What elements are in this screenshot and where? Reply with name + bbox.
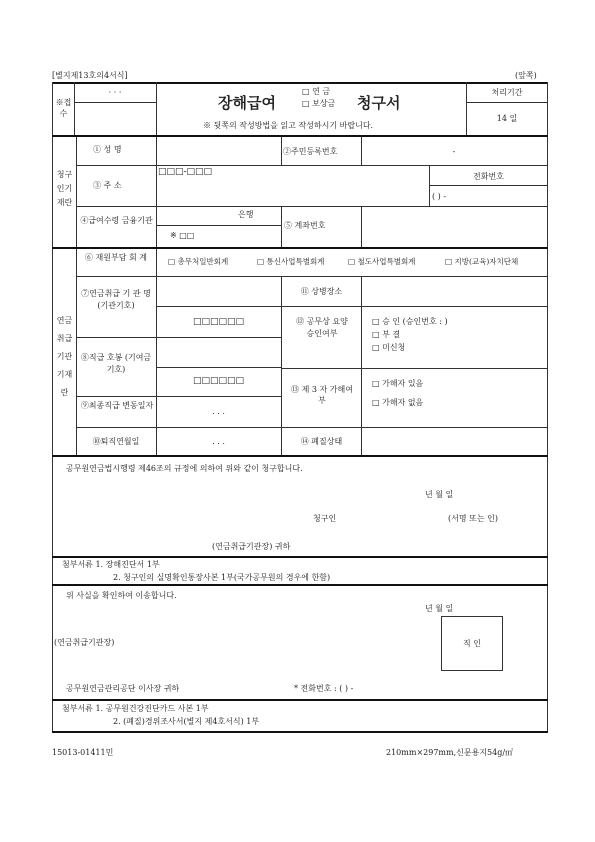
budget-option-railway[interactable]: □ 철도사업특별회계 <box>348 257 416 266</box>
injury-place-field[interactable] <box>363 278 545 304</box>
dept-code-split <box>156 367 281 368</box>
phone-field[interactable]: ( ) - <box>432 192 447 201</box>
confirmation-date[interactable]: 년 월 일 <box>425 604 454 613</box>
form-code: 15013-01411민 <box>52 748 114 757</box>
bank-split <box>156 225 281 226</box>
attachment-1-label: 첨부서류 1. 장해진단서 1부 <box>62 560 160 569</box>
processing-period-value: 14 일 <box>496 114 518 123</box>
declaration-statement: 공무원연금법시행령 제46조의 규정에 의하여 위와 같이 청구합니다. <box>66 464 303 473</box>
official-seal-box[interactable] <box>441 616 503 671</box>
declaration-left-border <box>52 457 53 557</box>
agency-mid-divider <box>281 276 282 455</box>
bottom-border <box>52 731 548 733</box>
disability-label: ⑭ 폐질상태 <box>300 437 343 446</box>
dept-code-field[interactable]: □□□□□□ <box>192 376 245 386</box>
address-divider <box>156 165 157 206</box>
bank-divider <box>156 206 157 248</box>
confirm-left-border <box>52 586 53 700</box>
row-split-1 <box>76 165 548 166</box>
attachment-2-label: 첨부서류 1. 공무원건강진단카드 사본 1부 <box>62 704 209 713</box>
agency-label-divider <box>156 249 157 455</box>
confirmation-recipient: 공무원연금관리공단 이사장 귀하 <box>66 684 180 693</box>
agency-section-divider <box>76 249 77 455</box>
retire-date-field[interactable]: . . . <box>212 437 225 446</box>
declaration-right-border <box>547 457 548 557</box>
pension-checkbox[interactable]: □ 연 금 <box>302 87 331 96</box>
approval-approved-checkbox[interactable]: □ 승 인 (승인번호 : ) <box>372 317 448 326</box>
account-divider <box>281 206 282 248</box>
dept-label: ⑧직급 호봉 (기여금기호) <box>80 353 152 374</box>
attachment-1-item2: 2. 청구인의 실명확인통장사본 1부(국가공무원의 경우에 한함) <box>113 573 331 582</box>
change-date-field[interactable]: . . . <box>212 407 225 416</box>
attach2-right-border <box>547 701 548 731</box>
claimant-sign-label: 청구인 <box>313 514 337 523</box>
account-field[interactable] <box>363 209 545 245</box>
agency-row-approval <box>281 368 548 369</box>
form-number: [별지제13호의4서식] <box>52 71 128 80</box>
claimant-section-label: 청구인기재란 <box>56 170 73 207</box>
agency-code-split <box>156 306 281 307</box>
attach1-left-border <box>52 558 53 585</box>
budget-option-general[interactable]: □ 총무처일반회계 <box>168 257 229 266</box>
rrn-divider <box>281 137 282 165</box>
bank-name-suffix[interactable]: 은행 <box>238 210 254 219</box>
declaration-date[interactable]: 년 월 일 <box>425 490 454 499</box>
agency-head-label: (연금취급기관장) <box>54 638 115 647</box>
phone-label: 전화번호 <box>473 172 504 181</box>
change-date-label: ⑨최종직급 변동일자 <box>80 401 154 410</box>
budget-option-telecom[interactable]: □ 통신사업특별회계 <box>257 257 325 266</box>
approval-rejected-checkbox[interactable]: □ 부 결 <box>372 330 401 339</box>
claimant-bottom <box>52 247 548 249</box>
third-party-label: ⑬ 제 3 자 가해여부 <box>291 385 353 405</box>
confirm-bottom <box>52 699 548 701</box>
period-split <box>466 102 548 103</box>
top-border <box>52 82 548 84</box>
approval-not-applied-checkbox[interactable]: □ 미신청 <box>372 343 406 352</box>
phone-split <box>429 185 548 186</box>
lumpsum-checkbox[interactable]: □ 보상금 <box>302 99 336 108</box>
attach2-left-border <box>52 701 53 731</box>
receipt-right-divider <box>156 82 157 136</box>
header-bottom <box>52 135 548 137</box>
third-party-no-checkbox[interactable]: □ 가해자 없음 <box>372 398 424 407</box>
confirm-right-border <box>547 586 548 700</box>
address-label: ③ 주 소 <box>93 181 122 190</box>
paper-spec: 210mm×297mm,신문용지54g/㎡ <box>386 748 514 757</box>
agency-right-divider <box>361 276 362 455</box>
confirmation-statement: 위 사실을 확인하여 이송합니다. <box>66 591 177 600</box>
injury-place-label: ⑪ 상병장소 <box>300 287 343 296</box>
instruction-note: ※ 뒷쪽의 작성방법을 읽고 작성하시기 바랍니다. <box>203 121 374 130</box>
name-field[interactable] <box>158 140 278 162</box>
agency-bottom <box>52 455 548 457</box>
signature-field[interactable]: (서명 또는 인) <box>448 514 498 523</box>
agency-row-1 <box>76 276 548 277</box>
receipt-label: ※접수 <box>55 98 72 118</box>
declaration-bottom <box>52 556 548 558</box>
title-main: 장해급여 <box>218 94 276 112</box>
receipt-split <box>74 102 156 103</box>
claimant-right-border <box>547 137 548 248</box>
receipt-date: · · · <box>108 88 122 97</box>
account-label: ⑤ 계좌번호 <box>284 221 326 230</box>
agency-name-label: ⑦연금취급 기 관 명 (기관기호) <box>81 289 151 310</box>
declaration-recipient: (연금취급기관장) 귀하 <box>212 542 291 551</box>
attachment-2-item2: 2. (폐질)경위조사서(별지 제4호서식) 1부 <box>113 717 260 726</box>
attach1-bottom <box>52 584 548 586</box>
disability-field[interactable] <box>363 429 545 453</box>
row-split-2 <box>76 206 548 207</box>
agency-row-4 <box>76 427 548 428</box>
bank-code-field[interactable]: ※ □□ <box>170 231 195 240</box>
seal-label: 직 인 <box>463 639 481 648</box>
agency-code-field[interactable]: □□□□□□ <box>192 317 245 327</box>
account-value-divider <box>361 206 362 248</box>
bank-label: ④급여수령 금융기관 <box>80 216 153 225</box>
confirmation-phone[interactable]: * 전화번호 : ( ) - <box>294 684 354 693</box>
agency-section-label: 연금취급기관기재란 <box>56 316 73 397</box>
rrn-field[interactable]: - <box>452 147 456 156</box>
agency-right-border <box>547 249 548 455</box>
retire-date-label: ⑩퇴직연월일 <box>92 437 140 446</box>
page-side: (앞쪽) <box>515 71 537 80</box>
address-field[interactable]: □□□-□□□ <box>158 167 213 177</box>
name-divider <box>156 137 157 165</box>
rrn-label: ②주민등록번호 <box>283 147 338 156</box>
approval-label: ⑫ 공무상 요양 승인여부 <box>296 317 348 338</box>
budget-label: ⑥ 재원부담 회 계 <box>85 253 147 262</box>
agency-row-2 <box>76 337 281 338</box>
agency-row-place <box>281 306 548 307</box>
claimant-section-divider <box>76 137 77 248</box>
attach1-right-border <box>547 558 548 585</box>
processing-period-label: 처리기간 <box>491 88 523 97</box>
agency-row-3 <box>76 396 281 397</box>
name-label: ① 성 명 <box>93 145 122 154</box>
budget-option-local[interactable]: □ 지방(교육)자치단체 <box>445 257 519 266</box>
third-party-yes-checkbox[interactable]: □ 가해자 있음 <box>372 379 424 388</box>
title-claim: 청구서 <box>357 94 401 112</box>
